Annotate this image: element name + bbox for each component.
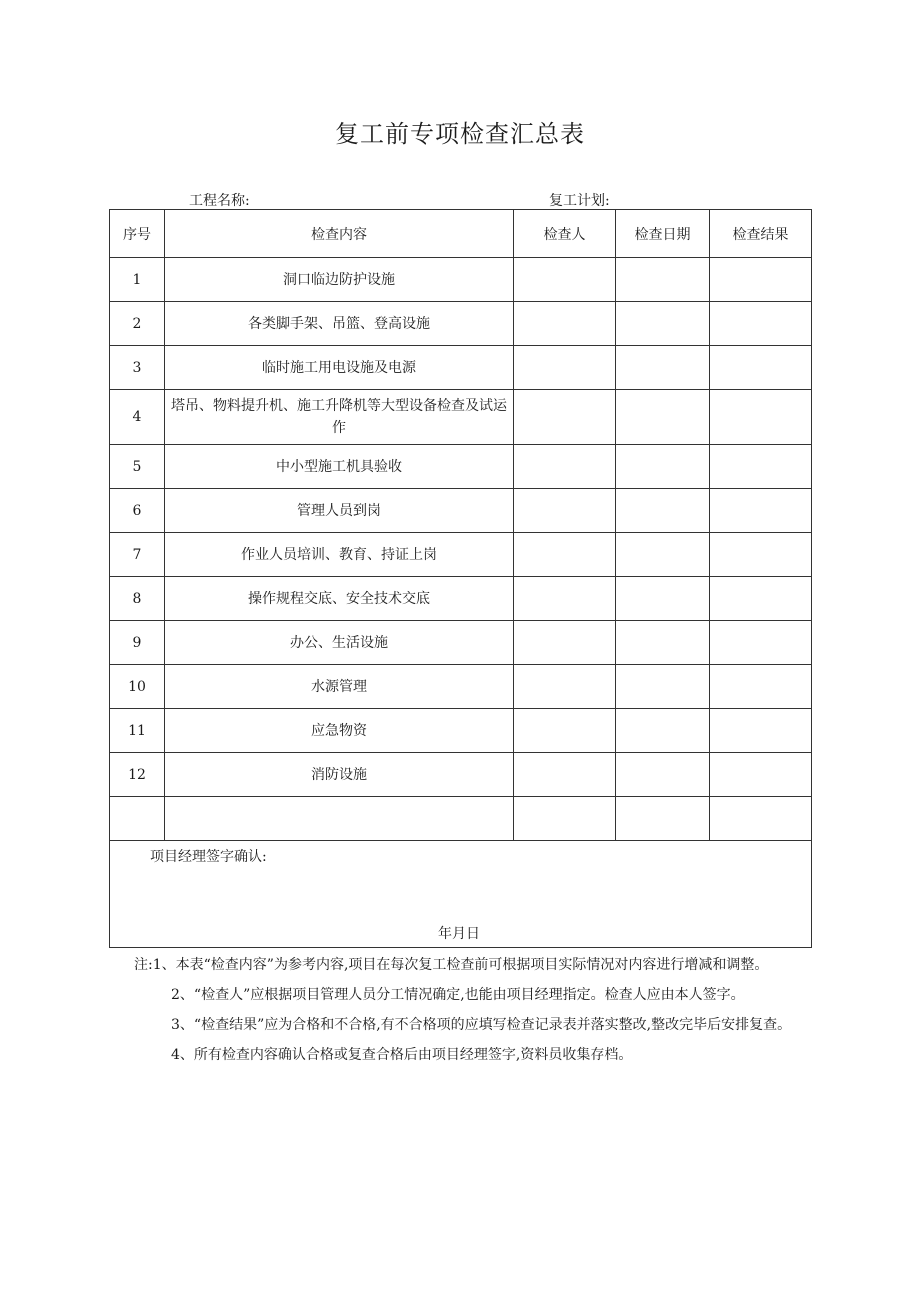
table-row-blank	[110, 797, 812, 841]
note-3: 3、“检查结果”应为合格和不合格,有不合格项的应填写检查记录表并落实整改,整改完毕后安排复查。	[171, 1017, 792, 1033]
inspector-cell[interactable]	[514, 533, 616, 577]
date-cell[interactable]	[616, 346, 710, 390]
date-cell[interactable]	[616, 390, 710, 445]
table-row	[110, 258, 812, 302]
note-1: 注:1、本表“检查内容”为参考内容,项目在每次复工检查前可根据项目实际情况对内容进行增减和调整。	[134, 957, 769, 973]
row-index: 11	[110, 709, 165, 753]
resume-plan-label: 复工计划:	[549, 193, 610, 209]
notes-section	[134, 952, 818, 1072]
table-row	[110, 390, 812, 445]
result-cell[interactable]	[710, 390, 812, 445]
row-content[interactable]	[165, 797, 514, 841]
row-content: 洞口临边防护设施	[165, 258, 514, 302]
signature-cell[interactable]	[110, 841, 812, 948]
inspector-cell[interactable]	[514, 489, 616, 533]
row-index: 4	[110, 390, 165, 445]
row-content: 办公、生活设施	[165, 621, 514, 665]
inspector-cell[interactable]	[514, 258, 616, 302]
row-index: 9	[110, 621, 165, 665]
date-cell[interactable]	[616, 753, 710, 797]
table-row	[110, 665, 812, 709]
table-row	[110, 753, 812, 797]
header-index: 序号	[110, 210, 165, 258]
row-content: 管理人员到岗	[165, 489, 514, 533]
row-content: 临时施工用电设施及电源	[165, 346, 514, 390]
date-cell[interactable]	[616, 577, 710, 621]
table-header-row	[110, 210, 812, 258]
table-row	[110, 533, 812, 577]
inspector-cell[interactable]	[514, 665, 616, 709]
header-inspector: 检查人	[514, 210, 616, 258]
row-index: 2	[110, 302, 165, 346]
signature-row	[110, 841, 812, 948]
inspector-cell[interactable]	[514, 346, 616, 390]
result-cell[interactable]	[710, 346, 812, 390]
table-row	[110, 346, 812, 390]
date-cell[interactable]	[616, 533, 710, 577]
row-content: 塔吊、物料提升机、施工升降机等大型设备检查及试运作	[165, 390, 514, 445]
row-content: 中小型施工机具验收	[165, 445, 514, 489]
result-cell[interactable]	[710, 302, 812, 346]
date-cell[interactable]	[616, 489, 710, 533]
signature-label: 项目经理签字确认:	[150, 849, 267, 865]
table-row	[110, 302, 812, 346]
result-cell[interactable]	[710, 577, 812, 621]
table-row	[110, 489, 812, 533]
row-index: 3	[110, 346, 165, 390]
result-cell[interactable]	[710, 258, 812, 302]
row-index: 12	[110, 753, 165, 797]
row-content: 消防设施	[165, 753, 514, 797]
table-row	[110, 445, 812, 489]
row-content: 各类脚手架、吊篮、登高设施	[165, 302, 514, 346]
row-index: 8	[110, 577, 165, 621]
date-cell[interactable]	[616, 445, 710, 489]
result-cell[interactable]	[710, 445, 812, 489]
inspector-cell[interactable]	[514, 445, 616, 489]
inspection-table	[109, 209, 812, 948]
project-name-label: 工程名称:	[189, 193, 250, 209]
result-cell[interactable]	[710, 489, 812, 533]
inspector-cell[interactable]	[514, 753, 616, 797]
signature-date: 年月日	[438, 926, 480, 942]
date-cell[interactable]	[616, 665, 710, 709]
date-cell[interactable]	[616, 621, 710, 665]
date-cell[interactable]	[616, 709, 710, 753]
result-cell[interactable]	[710, 665, 812, 709]
row-content: 应急物资	[165, 709, 514, 753]
inspector-cell[interactable]	[514, 302, 616, 346]
table-row	[110, 709, 812, 753]
result-cell[interactable]	[710, 709, 812, 753]
inspector-cell[interactable]	[514, 390, 616, 445]
inspector-cell[interactable]	[514, 577, 616, 621]
result-cell[interactable]	[710, 797, 812, 841]
table-row	[110, 577, 812, 621]
page-title: 复工前专项检查汇总表	[335, 120, 585, 148]
row-index: 6	[110, 489, 165, 533]
row-index: 7	[110, 533, 165, 577]
inspector-cell[interactable]	[514, 797, 616, 841]
header-content: 检查内容	[165, 210, 514, 258]
row-content: 操作规程交底、安全技术交底	[165, 577, 514, 621]
row-content: 水源管理	[165, 665, 514, 709]
row-index: 10	[110, 665, 165, 709]
result-cell[interactable]	[710, 753, 812, 797]
result-cell[interactable]	[710, 533, 812, 577]
row-index: 5	[110, 445, 165, 489]
date-cell[interactable]	[616, 797, 710, 841]
date-cell[interactable]	[616, 302, 710, 346]
header-result: 检查结果	[710, 210, 812, 258]
table-row	[110, 621, 812, 665]
inspector-cell[interactable]	[514, 621, 616, 665]
date-cell[interactable]	[616, 258, 710, 302]
inspector-cell[interactable]	[514, 709, 616, 753]
note-4: 4、所有检查内容确认合格或复查合格后由项目经理签字,资料员收集存档。	[171, 1047, 633, 1063]
result-cell[interactable]	[710, 621, 812, 665]
row-content: 作业人员培训、教育、持证上岗	[165, 533, 514, 577]
header-date: 检查日期	[616, 210, 710, 258]
row-index	[110, 797, 165, 841]
row-index: 1	[110, 258, 165, 302]
note-2: 2、“检查人”应根据项目管理人员分工情况确定,也能由项目经理指定。检查人应由本人签字。	[171, 987, 745, 1003]
